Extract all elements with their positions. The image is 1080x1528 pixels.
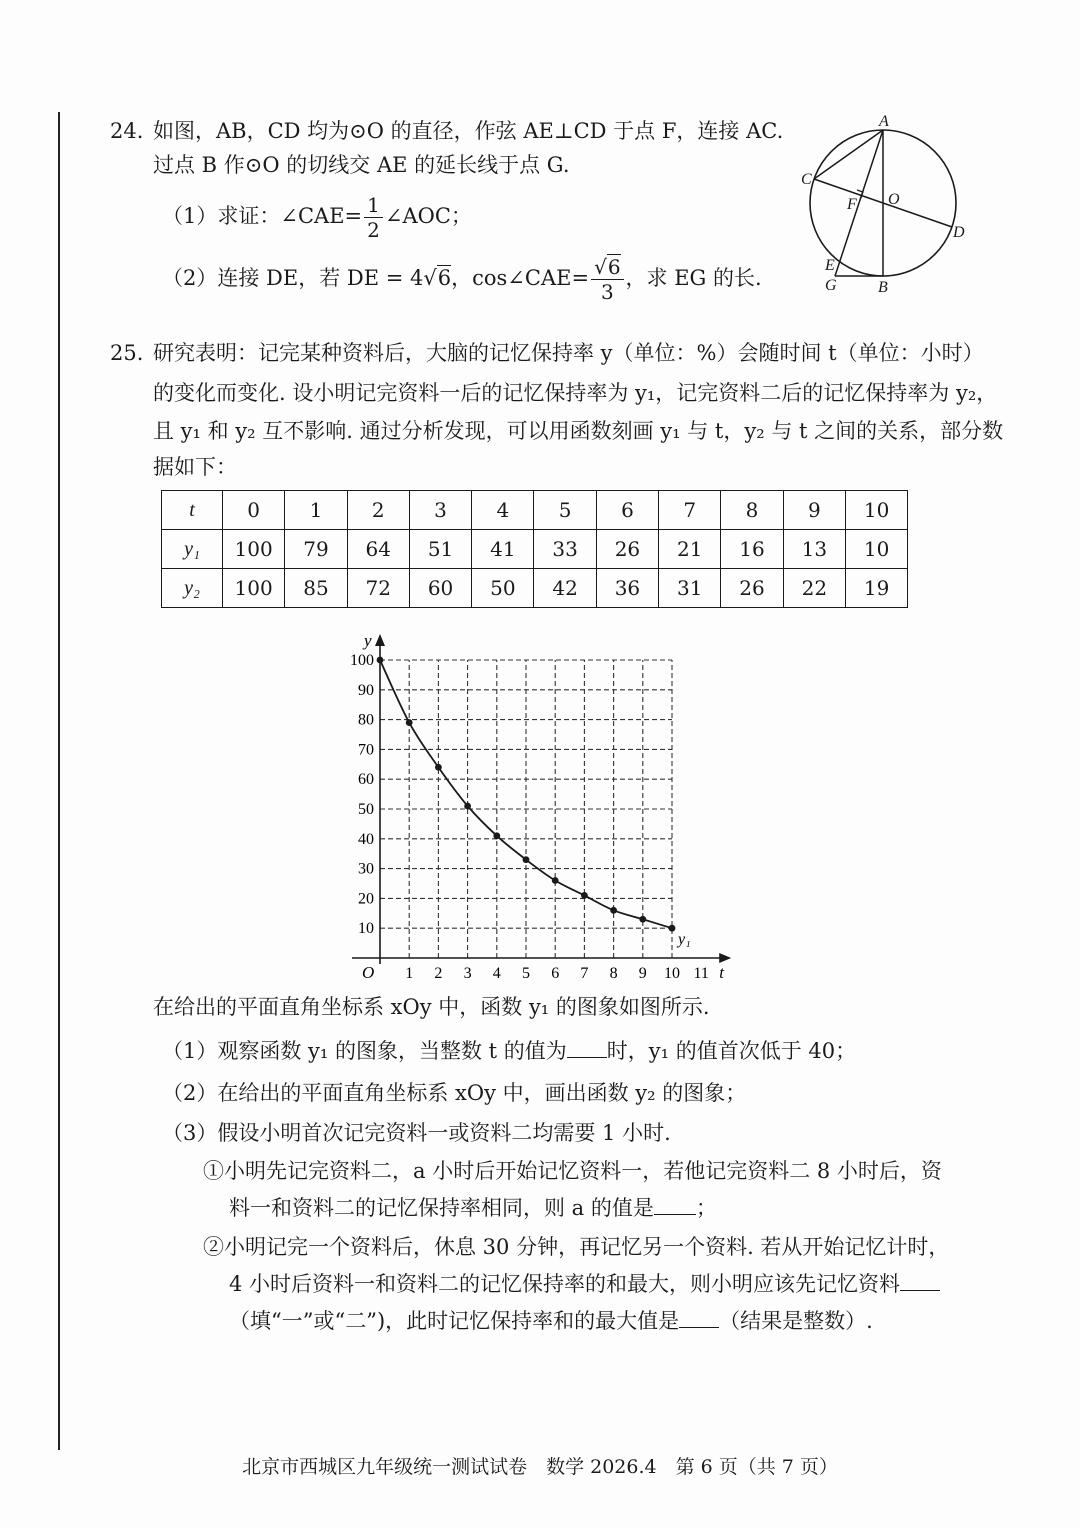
q24-part2-mid: ，cos∠CAE= (451, 266, 590, 290)
sqrt-radicand: 6 (607, 255, 621, 279)
q25-sub1-suffix: 时，y₁ 的值首次低于 40； (606, 1039, 857, 1063)
answer-blank[interactable] (654, 1194, 696, 1215)
q24-part2-prefix: （2）连接 DE，若 DE = 4 (162, 266, 424, 290)
table-cell: 4 (472, 491, 534, 530)
table-cell: 79 (285, 530, 347, 569)
origin-label: O (362, 963, 375, 982)
q24-part1 (162, 194, 472, 240)
table-cell: 10 (845, 491, 907, 530)
answer-blank[interactable] (567, 1037, 607, 1058)
x-tick-label: 8 (609, 965, 618, 982)
table-cell: 26 (721, 569, 783, 608)
series-label-y1: y₁ (678, 931, 691, 949)
data-point (377, 657, 384, 664)
q25-line3: 且 y₁ 和 y₂ 互不影响. 通过分析发现，可以用函数刻画 y₁ 与 t，y₂ 与 t 之间的关系，部分数 (153, 419, 1004, 443)
q24-part2 (162, 256, 762, 302)
y-axis-label: y (364, 631, 372, 650)
table-cell: 64 (347, 530, 409, 569)
y-tick-label: 70 (358, 741, 374, 759)
table-cell: 21 (659, 530, 721, 569)
x-tick-label: 9 (638, 965, 647, 982)
sqrt-symbol: √ (423, 266, 437, 290)
fraction-numerator (591, 257, 623, 280)
table-cell: 50 (472, 569, 534, 608)
answer-blank[interactable] (679, 1307, 719, 1328)
data-point (464, 803, 471, 810)
x-tick-label: 2 (434, 965, 443, 982)
x-axis-label: t (719, 963, 724, 982)
data-point (610, 907, 617, 914)
table-cell: 100 (223, 530, 285, 569)
data-table (161, 490, 908, 608)
q25-sub3-1-line2-prefix: 料一和资料二的记忆保持率相同，则 a 的值是 (229, 1196, 654, 1220)
table-cell: 60 (409, 569, 471, 608)
x-tick-label: 1 (405, 965, 414, 982)
q25-sub3-1-line2-suffix: ； (695, 1196, 717, 1220)
data-point (639, 916, 646, 923)
data-point (493, 832, 500, 839)
sqrt-radicand: 6 (437, 266, 452, 290)
q25-sub3-1-line1: ①小明先记完资料二，a 小时后开始记忆资料一，若他记完资料二 8 小时后，资 (203, 1159, 942, 1183)
fraction-denominator: 3 (600, 280, 614, 304)
x-tick-label: 4 (492, 965, 501, 982)
table-cell: t (162, 491, 223, 530)
table-cell: 5 (534, 491, 596, 530)
table-cell: 42 (534, 569, 596, 608)
x-tick-label: 6 (551, 965, 560, 982)
x-tick-label: 3 (463, 965, 472, 982)
y-tick-label: 20 (358, 890, 374, 908)
table-cell: 16 (721, 530, 783, 569)
q25-sub3-2-line3-suffix: （结果是整数）. (719, 1309, 873, 1333)
x-tick-label: 11 (693, 965, 709, 982)
y-tick-label: 100 (350, 652, 374, 669)
table-cell: 26 (596, 530, 658, 569)
table-cell: 6 (596, 491, 658, 530)
table-cell: 13 (783, 530, 845, 569)
table-cell: 51 (409, 530, 471, 569)
table-cell: 72 (347, 569, 409, 608)
table-cell: 0 (223, 491, 285, 530)
q24-part2-fraction (591, 257, 623, 302)
label-g: G (825, 277, 837, 294)
q25-sub3-2-line2-text: 4 小时后资料一和资料二的记忆保持率的和最大，则小明应该先记忆资料 (229, 1272, 901, 1296)
table-cell: y₁ (162, 530, 223, 569)
table-cell: 85 (285, 569, 347, 608)
q25-sub1-prefix: （1）观察函数 y₁ 的图象，当整数 t 的值为 (162, 1039, 567, 1063)
q25-sub3-2-line3-prefix: （填“一”或“二”)，此时记忆保持率和的最大值是 (229, 1309, 680, 1333)
data-point (435, 764, 442, 771)
q25-number: 25. (110, 341, 144, 365)
x-tick-label: 10 (664, 965, 680, 982)
x-tick-label: 5 (522, 965, 530, 982)
table-cell: 41 (472, 530, 534, 569)
y-tick-label: 10 (358, 920, 374, 938)
data-point (523, 856, 530, 863)
data-point (581, 892, 588, 899)
y-tick-label: 30 (358, 860, 374, 878)
q25-line4: 据如下： (153, 455, 237, 479)
label-o: O (888, 191, 900, 208)
y-tick-label: 90 (358, 681, 374, 699)
fraction-denominator: 2 (367, 218, 380, 242)
x-axis-arrow (719, 953, 731, 963)
label-a: A (879, 113, 889, 130)
table-cell: 10 (845, 530, 907, 569)
chord-ae-extended (835, 130, 883, 276)
table-cell: 3 (409, 491, 471, 530)
q25-after-graph: 在给出的平面直角坐标系 xOy 中，函数 y₁ 的图象如图所示. (153, 995, 710, 1019)
data-point (552, 877, 559, 884)
q24-line1: 如图，AB，CD 均为⊙O 的直径，作弦 AE⊥CD 于点 F，连接 AC. (153, 119, 784, 143)
label-f: F (847, 196, 857, 213)
chord-ac (814, 130, 883, 179)
table-cell: 7 (659, 491, 721, 530)
q24-part2-suffix: ，求 EG 的长. (625, 266, 762, 290)
margin-line (58, 112, 60, 1450)
table-cell: 31 (659, 569, 721, 608)
q25-sub3-2-line3 (229, 1306, 873, 1336)
q25-sub3-1-line2 (229, 1193, 717, 1223)
y-axis-arrow (375, 634, 385, 646)
table-cell: y₂ (162, 569, 223, 608)
circle-geometry-figure (795, 112, 975, 302)
y-tick-label: 50 (358, 801, 374, 818)
table-cell: 33 (534, 530, 596, 569)
table-cell: 22 (783, 569, 845, 608)
q25-sub3: （3）假设小明首次记完资料一或资料二均需要 1 小时. (162, 1121, 671, 1145)
coordinate-graph (330, 618, 750, 983)
q25-line1: 研究表明：记完某种资料后，大脑的记忆保持率 y（单位：%）会随时间 t（单位：小时） (153, 341, 984, 365)
label-e: E (825, 257, 835, 274)
q24-part1-fraction (364, 195, 383, 240)
series-y1 (377, 657, 691, 949)
table-row-y1 (162, 530, 908, 569)
table-cell: 36 (596, 569, 658, 608)
q24-part1-prefix: （1）求证：∠CAE= (162, 204, 363, 228)
data-point (406, 719, 413, 726)
x-tick-label: 7 (580, 965, 589, 982)
answer-blank[interactable] (900, 1270, 940, 1291)
table-cell: 8 (721, 491, 783, 530)
q24-line2: 过点 B 作⊙O 的切线交 AE 的延长线于点 G. (153, 153, 570, 177)
table-row-y2 (162, 569, 908, 608)
table-cell: 19 (845, 569, 907, 608)
table-cell: 100 (223, 569, 285, 608)
table-cell: 2 (347, 491, 409, 530)
q25-sub3-2-line1: ②小明记完一个资料后，休息 30 分钟，再记忆另一个资料. 若从开始记忆计时， (203, 1235, 950, 1259)
y-tick-label: 80 (358, 711, 374, 729)
label-d: D (953, 224, 965, 241)
y-tick-label: 40 (358, 830, 374, 848)
label-b: B (878, 279, 888, 296)
table-cell: 1 (285, 491, 347, 530)
data-point (669, 925, 676, 932)
q25-sub1 (162, 1036, 856, 1066)
q24-part1-suffix: ∠AOC； (384, 204, 472, 228)
q25-line2: 的变化而变化. 设小明记完资料一后的记忆保持率为 y₁，记完资料二后的记忆保持率为 y₂， (153, 381, 998, 405)
q24-number: 24. (110, 119, 144, 143)
table-row-t (162, 491, 908, 530)
table-cell: 9 (783, 491, 845, 530)
label-c: C (801, 171, 812, 188)
q25-sub3-2-line2 (229, 1269, 940, 1299)
y-tick-label: 60 (358, 771, 374, 789)
page-footer: 北京市西城区九年级统一测试试卷 数学 2026.4 第 6 页（共 7 页） (242, 1456, 838, 1478)
q25-sub2: （2）在给出的平面直角坐标系 xOy 中，画出函数 y₂ 的图象； (162, 1081, 747, 1105)
grid-lines (380, 660, 672, 958)
sqrt-symbol: √ (594, 255, 607, 279)
fraction-numerator: 1 (364, 195, 383, 218)
